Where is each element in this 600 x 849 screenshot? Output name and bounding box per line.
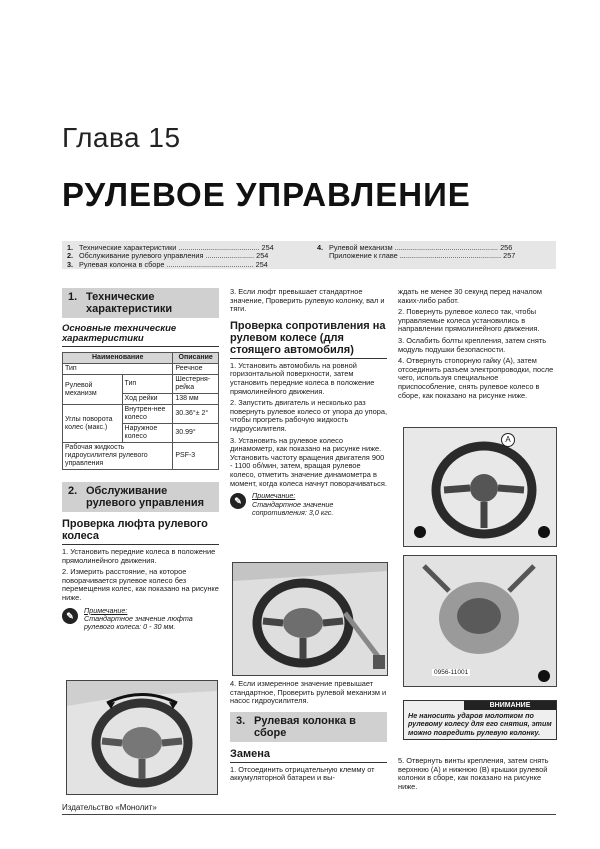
paragraph: ждать не менее 30 секунд перед началом каких-либо работ. bbox=[398, 287, 542, 305]
paragraph: 1. Установить автомобиль на ровной горизонтальной поверхности, затем установить передние колеса в положение прямолинейного движения. bbox=[230, 360, 375, 396]
toc-right bbox=[317, 244, 515, 261]
paragraph: 1. Установить передние колеса в положение прямолинейного движения. bbox=[62, 547, 216, 565]
subsection-title: Проверка сопротивления на рулевом колесе (для стоящего автомобиля) bbox=[230, 320, 387, 359]
section-header-3: 3. Рулевая колонка в сборе bbox=[230, 712, 387, 742]
column-3 bbox=[398, 288, 558, 400]
toc-item[interactable]: Приложение к главе .................................................. 257 bbox=[329, 251, 516, 261]
subsection-title: Проверка люфта рулевого колеса bbox=[62, 518, 219, 545]
paragraph: 3. Ослабить болты крепления, затем снять модуль подушки безопасности. bbox=[398, 335, 547, 354]
chapter-label: Глава 15 bbox=[62, 122, 181, 153]
paragraph: 3. Установить на рулевое колесо динамометр, как показано на рисунке ниже. Установить частоту вращения двигателя 900 - 1100 об/мин, затем, вращая рулевое колесо, отметить значение динамометра в момент, когда колеса начнут поворачиваться. bbox=[230, 435, 387, 488]
toc-item[interactable]: 1. Технические характеристики ........................................ 254 bbox=[67, 243, 274, 252]
paragraph: 1. Отсоединить отрицательную клемму от аккумуляторной батареи и вы- bbox=[230, 764, 375, 783]
page-title: РУЛЕВОЕ УПРАВЛЕНИЕ bbox=[62, 176, 471, 213]
toc-item[interactable]: 3. Рулевая колонка в сборе ........................................... 254 bbox=[67, 259, 268, 269]
warning-header: ВНИМАНИЕ bbox=[464, 701, 556, 710]
spec-title: Основные технические характеристики bbox=[62, 324, 219, 347]
subsection-title: Замена bbox=[230, 748, 387, 763]
steering-removal-figure bbox=[403, 427, 557, 547]
warning-box bbox=[403, 700, 557, 740]
column-figure bbox=[403, 555, 557, 687]
spec-table: Наименование Описание Тип Реечное Рулевой механизм Тип Шестерня-рейка Ход рейки 138 мм Углы поворота колес (макс.) Внутрен-нее колесо 30.36°± 2° Наружное колесо 30.99° Рабочая жидкость гидроусилителя рулевого управления PSF-3 bbox=[62, 352, 219, 470]
note: ✎ Примечание: Стандартное значение сопротивления: 3,0 кгс. bbox=[230, 492, 387, 517]
steering-play-figure bbox=[66, 680, 218, 795]
section-header-1: 1. Технические характеристики bbox=[62, 288, 219, 318]
toc-item[interactable]: 2. Обслуживание рулевого управления ........................ 254 bbox=[67, 251, 269, 261]
footer-divider bbox=[62, 814, 556, 815]
paragraph: 4. Если измеренное значение превышает стандартное, Проверить рулевой механизм и насос гидроусилителя. bbox=[230, 679, 387, 706]
table-of-contents bbox=[62, 241, 556, 269]
section-header-2: 2. Обслуживание рулевого управления bbox=[62, 482, 219, 512]
callout-a: A bbox=[501, 433, 515, 447]
column-2-lower bbox=[230, 680, 387, 783]
paragraph: 2. Повернуть рулевое колесо так, чтобы управляемые колеса установились в направлении прямолинейного движения. bbox=[398, 307, 540, 334]
column-3-lower bbox=[398, 757, 558, 791]
paragraph: 2. Измерить расстояние, на которое поворачивается рулевое колесо без перемещения колес, как показано на рисунке ниже. bbox=[62, 567, 219, 602]
toc-item[interactable]: 4. Рулевой механизм ................................................... 256 bbox=[317, 243, 513, 252]
note: ✎ Примечание: Стандартное значение люфта рулевого колеса: 0 - 30 мм. bbox=[62, 607, 219, 632]
dynamometer-figure bbox=[232, 562, 388, 676]
publisher-footer: Издательство «Монолит» bbox=[62, 803, 157, 812]
figure-label: 0956-11001 bbox=[434, 669, 469, 676]
column-1 bbox=[62, 288, 219, 632]
paragraph: 2. Запустить двигатель и несколько раз повернуть рулевое колесо от упора до упора, чтобы прогреть рабочую жидкость гидроусилителя. bbox=[230, 398, 387, 433]
warning-text: Не наносить ударов молотком по рулевому колесу для его снятия, этим можно повредить рулевую колонку. bbox=[408, 711, 552, 737]
paragraph: 4. Отвернуть стопорную гайку (А), затем отсоединить разъем электропроводки, после чего, используя специальное приспособление, снять рулевое колесо в сборе, как показано на рисунке ниже. bbox=[398, 356, 554, 400]
note-icon: ✎ bbox=[62, 608, 78, 624]
note-icon: ✎ bbox=[230, 493, 246, 509]
toc-left bbox=[67, 244, 274, 269]
paragraph: 3. Если люфт превышает стандартное значение, Проверить рулевую колонку, вал и тяги. bbox=[230, 287, 385, 314]
column-2 bbox=[230, 288, 387, 517]
paragraph: 5. Отвернуть винты крепления, затем снять верхнюю (А) и нижнюю (В) крышки рулевой колонки в сборе, как показано на рисунке ниже. bbox=[398, 756, 549, 791]
